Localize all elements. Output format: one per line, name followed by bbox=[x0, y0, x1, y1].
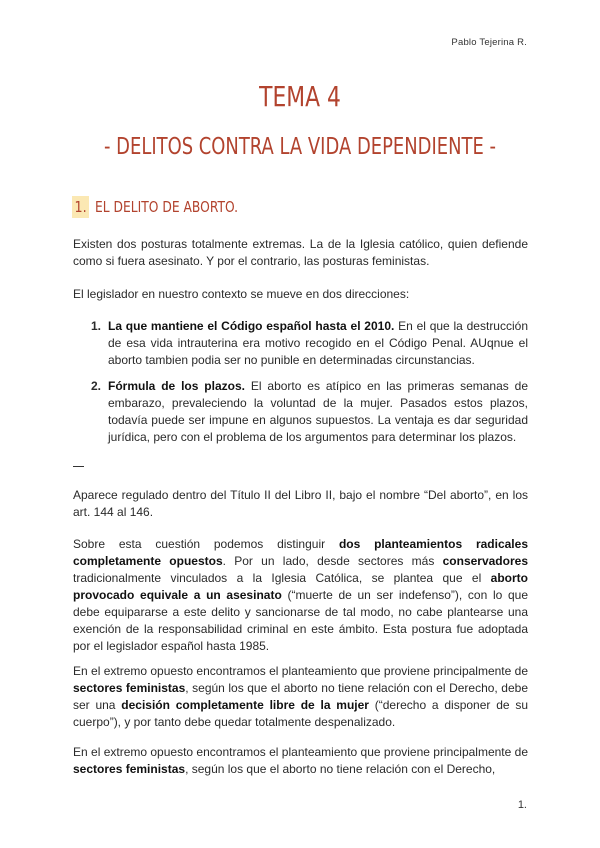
list-item bbox=[91, 318, 528, 369]
separator-line bbox=[73, 466, 84, 467]
section-number: 1. bbox=[72, 196, 89, 218]
section-title: EL DELITO DE ABORTO. bbox=[94, 198, 238, 216]
text-run: (“derecho a disponer de su cuerpo”), y por tanto debe quedar totalmente despenalizado. bbox=[73, 698, 529, 729]
bold-run: conservadores bbox=[442, 554, 528, 568]
bold-run: aborto provocado equivale a un asesinato bbox=[73, 571, 528, 602]
bold-run: sectores feministas bbox=[73, 762, 186, 776]
text-run: , según los que el aborto no tiene relación con el Derecho, debe ser una bbox=[73, 681, 528, 712]
text-run: En el extremo opuesto encontramos el planteamiento que proviene principalmente de bbox=[73, 664, 528, 678]
page-number: 1. bbox=[517, 799, 527, 811]
text-run: (“muerte de un ser indefenso”), con lo que debe equipararse a este delito y sancionarse de tal modo, no cabe plantearse una exención de la responsabilidad criminal en este ámbito. Esta postura fue adoptada por el legislador español hasta 1985. bbox=[73, 588, 528, 653]
regulation-paragraph: Aparece regulado dentro del Título II del Libro II, bajo el nombre “Del aborto”, en los art. 144 al 146. bbox=[73, 488, 528, 519]
text-run: . Por un lado, desde sectores más bbox=[222, 554, 443, 568]
bold-run: decisión completamente libre de la mujer bbox=[121, 698, 369, 712]
legislator-paragraph: El legislador en nuestro contexto se mueve en dos direcciones: bbox=[73, 287, 410, 301]
list-item bbox=[91, 378, 528, 446]
feminist-paragraph bbox=[73, 663, 528, 731]
intro-paragraph: Existen dos posturas totalmente extremas. La de la Iglesia católico, quien defiende como si fuera asesinato. Y por el contrario, las posturas feministas. bbox=[73, 237, 528, 268]
list-item-number: 1. bbox=[91, 319, 102, 333]
list-item-number: 2. bbox=[91, 379, 102, 393]
text-run: tradicionalmente vinculados a la Iglesia Católica, se plantea que el bbox=[73, 571, 491, 585]
feminist-paragraph-repeat bbox=[73, 744, 528, 778]
bold-run: dos planteamientos radicales completamente opuestos bbox=[73, 537, 528, 568]
page-subtitle: - DELITOS CONTRA LA VIDA DEPENDIENTE - bbox=[104, 134, 496, 160]
list-item-bold: Fórmula de los plazos. bbox=[108, 379, 245, 393]
text-run: , según los que el aborto no tiene relación con el Derecho, bbox=[185, 762, 496, 776]
bold-run: sectores feministas bbox=[73, 681, 186, 695]
list-item-bold: La que mantiene el Código español hasta el 2010. bbox=[108, 319, 395, 333]
list-item-text: El aborto es atípico en las primeras semanas de embarazo, prevaleciendo la voluntad de la mujer. Pasados estos plazos, todavía puede ser impune en algunos supuestos. La ventaja es dar seguridad jurídica, pero con el problema de los argumentos para determinar los plazos. bbox=[108, 379, 528, 444]
approaches-paragraph bbox=[73, 536, 528, 655]
section-heading bbox=[72, 196, 269, 218]
text-run: En el extremo opuesto encontramos el planteamiento que proviene principalmente de bbox=[73, 745, 528, 759]
list-item-text: En el que la destrucción de esa vida intrauterina era motivo recogido en el Código Penal. AUqnue el aborto tambien podia ser no punible en determinadas circunstancias. bbox=[108, 319, 528, 367]
page-title: TEMA 4 bbox=[259, 80, 341, 113]
author-header: Pablo Tejerina R. bbox=[451, 37, 527, 48]
text-run: Sobre esta cuestión podemos distinguir bbox=[73, 537, 339, 551]
